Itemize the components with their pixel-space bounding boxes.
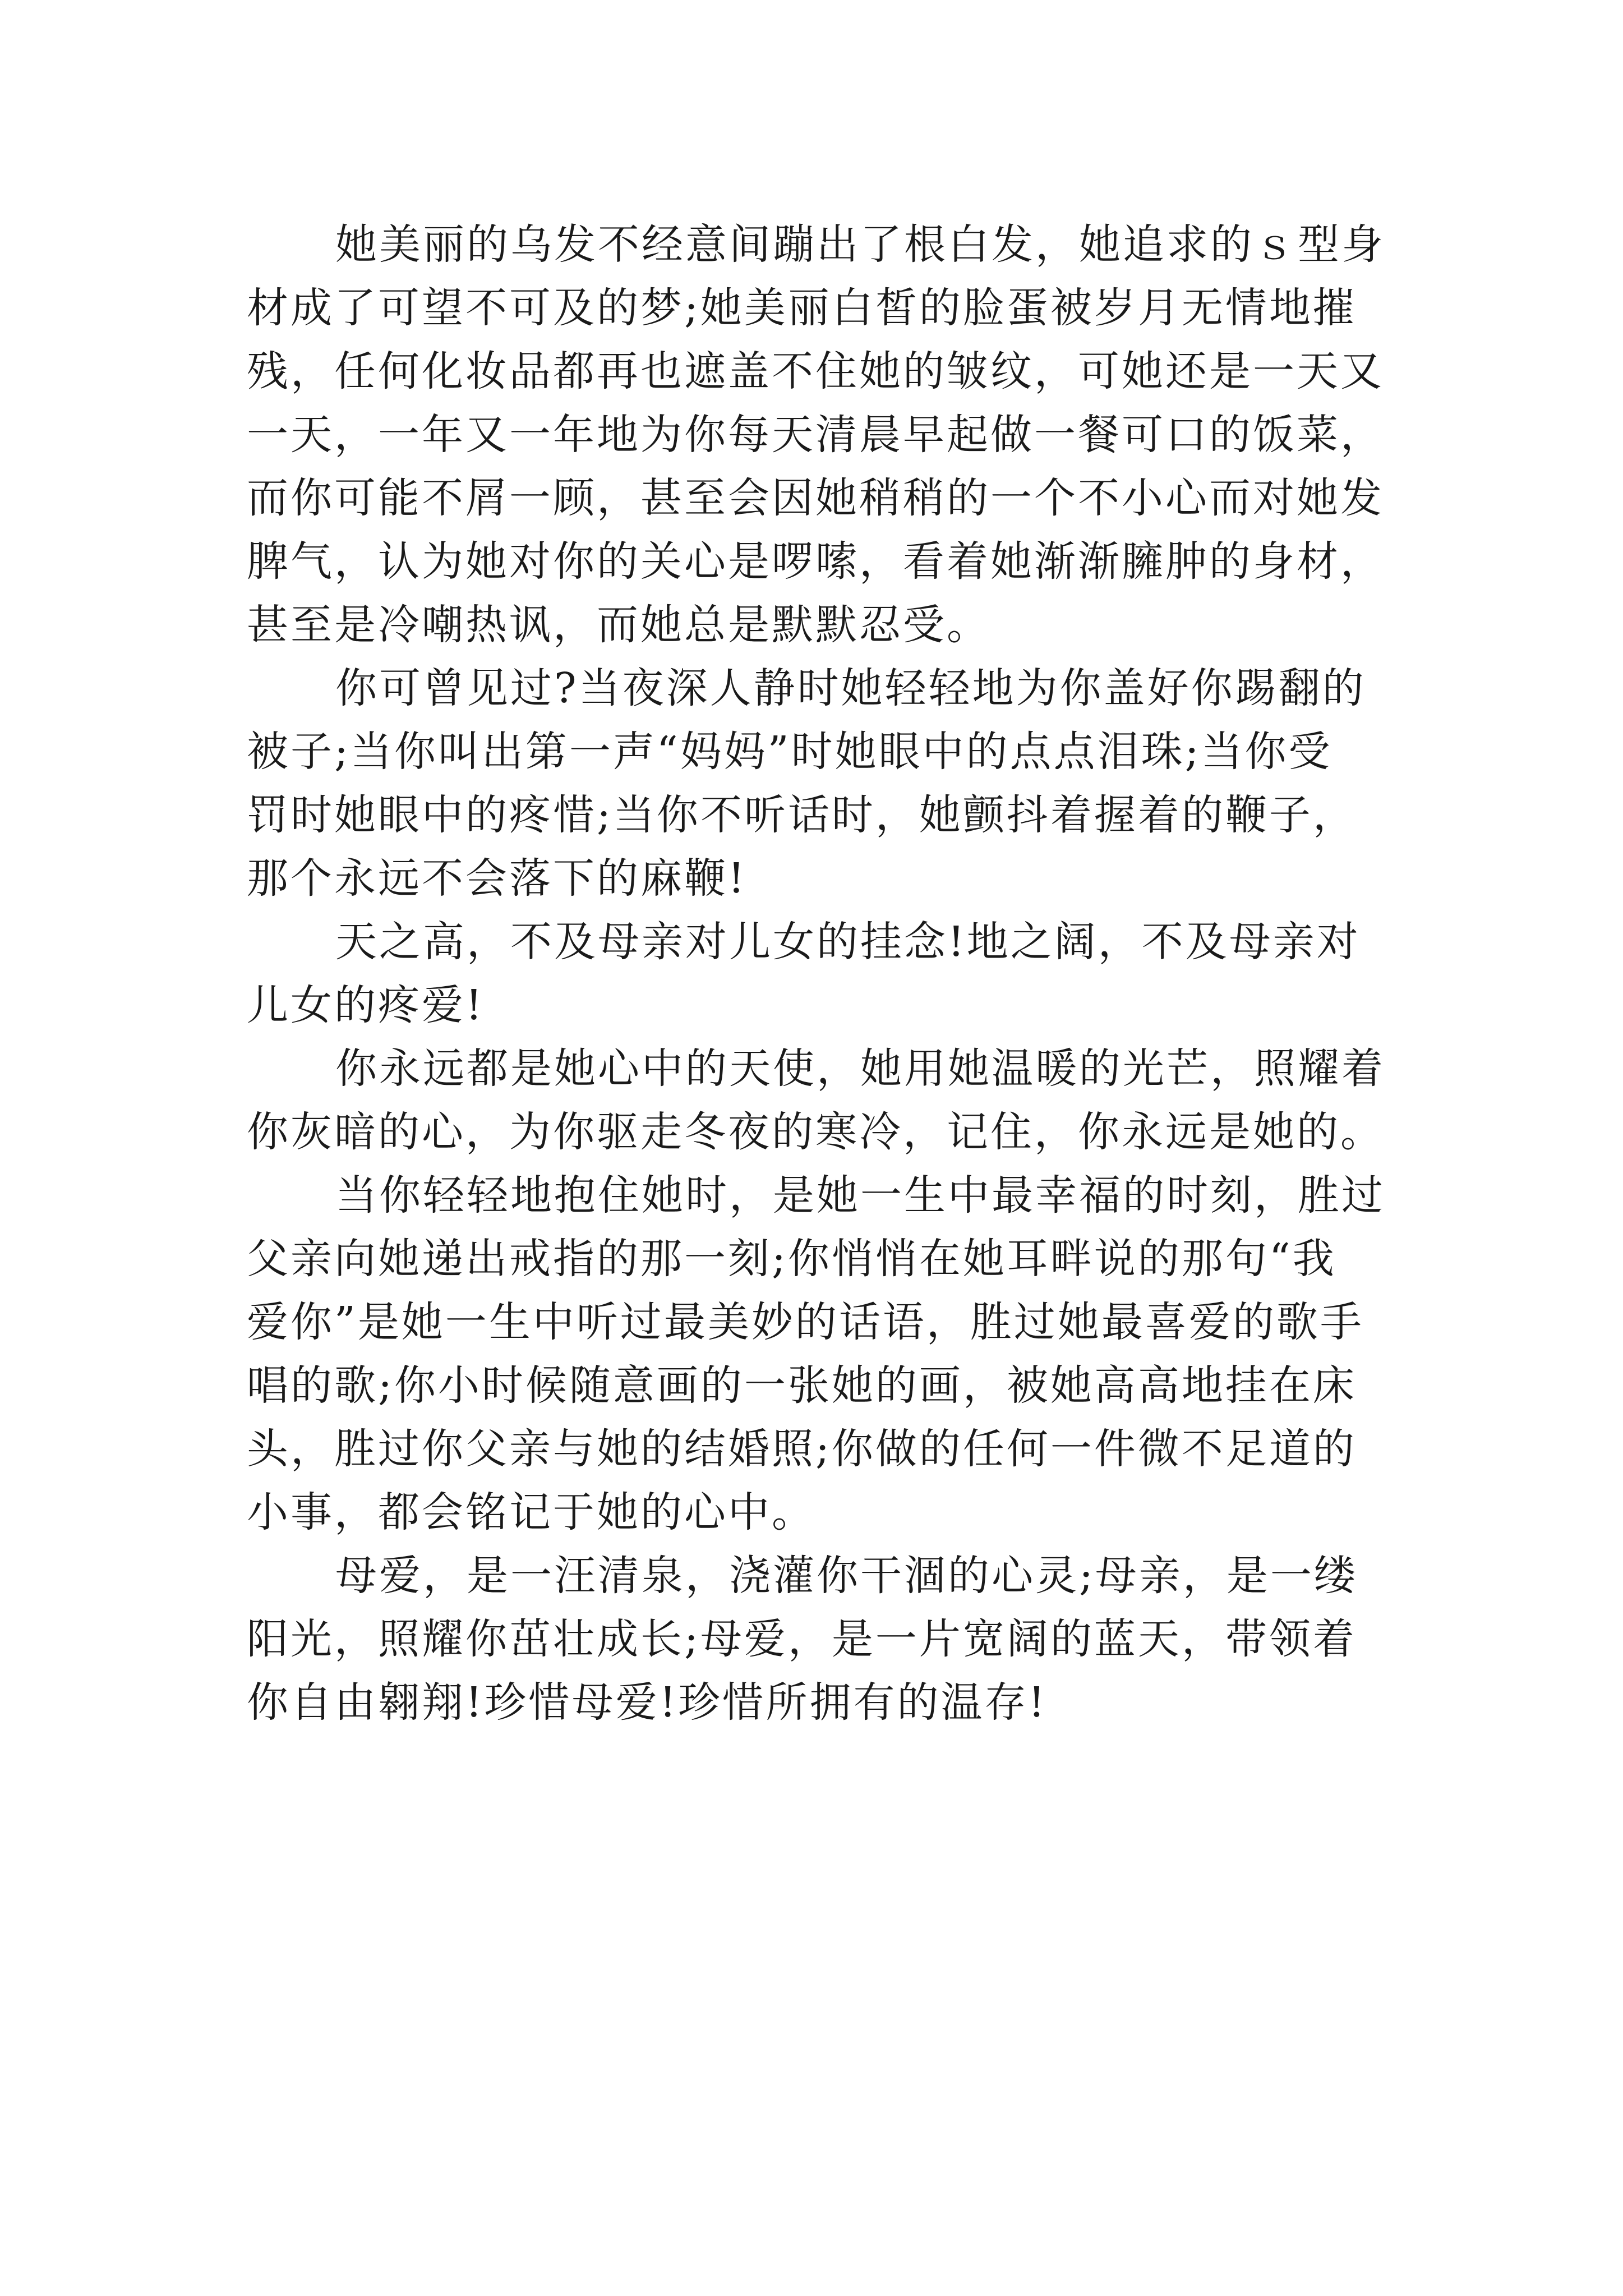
text-line: 你自由翱翔!珍惜母爱!珍惜所拥有的温存! bbox=[247, 1678, 1048, 1727]
text-line: 材成了可望不可及的梦;她美丽白皙的脸蛋被岁月无情地摧 bbox=[247, 284, 1357, 332]
paragraph-5 bbox=[247, 1164, 1385, 1544]
text-line: 而你可能不屑一顾，甚至会因她稍稍的一个不小心而对她发 bbox=[247, 474, 1384, 522]
text-line: 头，胜过你父亲与她的结婚照;你做的任何一件微不足道的 bbox=[247, 1425, 1357, 1473]
text-line: 唱的歌;你小时候随意画的一张她的画，被她高高地挂在床 bbox=[247, 1361, 1357, 1410]
text-line: 父亲向她递出戒指的那一刻;你悄悄在她耳畔说的那句“我 bbox=[247, 1235, 1336, 1283]
text-line: 那个永远不会落下的麻鞭! bbox=[247, 854, 747, 903]
paragraph-3 bbox=[247, 910, 1385, 1037]
text-line: 当你轻轻地抱住她时，是她一生中最幸福的时刻，胜过 bbox=[335, 1171, 1385, 1220]
text-line: 一天，一年又一年地为你每天清晨早起做一餐可口的饭菜， bbox=[247, 411, 1384, 459]
paragraph-6 bbox=[247, 1544, 1385, 1734]
text-line: 阳光，照耀你茁壮成长;母爱，是一片宽阔的蓝天，带领着 bbox=[247, 1615, 1357, 1663]
text-line: 残，任何化妆品都再也遮盖不住她的皱纹，可她还是一天又 bbox=[247, 347, 1384, 395]
text-line: 小事，都会铭记于她的心中。 bbox=[247, 1488, 815, 1536]
text-line: 母爱，是一汪清泉，浇灌你干涸的心灵;母亲，是一缕 bbox=[335, 1552, 1358, 1600]
text-line: 甚至是冷嘲热讽，而她总是默默忍受。 bbox=[247, 601, 990, 649]
text-line: 她美丽的乌发不经意间蹦出了根白发，她追求的ｓ型身 bbox=[335, 220, 1385, 269]
text-line: 你灰暗的心，为你驱走冬夜的寒冷，记住，你永远是她的。 bbox=[247, 1108, 1384, 1156]
document-body bbox=[247, 213, 1385, 1734]
text-line: 罚时她眼中的疼惜;当你不听话时，她颤抖着握着的鞭子， bbox=[247, 791, 1357, 839]
text-line: 脾气，认为她对你的关心是啰嗦，看着她渐渐臃肿的身材， bbox=[247, 537, 1384, 586]
text-line: 被子;当你叫出第一声“妈妈”时她眼中的点点泪珠;当你受 bbox=[247, 728, 1332, 776]
paragraph-1 bbox=[247, 213, 1385, 657]
text-line: 儿女的疼爱! bbox=[247, 981, 485, 1029]
paragraph-2 bbox=[247, 657, 1385, 910]
paragraph-4 bbox=[247, 1037, 1385, 1164]
text-line: 天之高，不及母亲对儿女的挂念!地之阔，不及母亲对 bbox=[335, 918, 1361, 966]
text-line: 爱你”是她一生中听过最美妙的话语，胜过她最喜爱的歌手 bbox=[247, 1298, 1364, 1346]
text-line: 你可曾见过?当夜深人静时她轻轻地为你盖好你踢翻的 bbox=[335, 664, 1366, 712]
text-line: 你永远都是她心中的天使，她用她温暖的光芒，照耀着 bbox=[335, 1045, 1385, 1093]
